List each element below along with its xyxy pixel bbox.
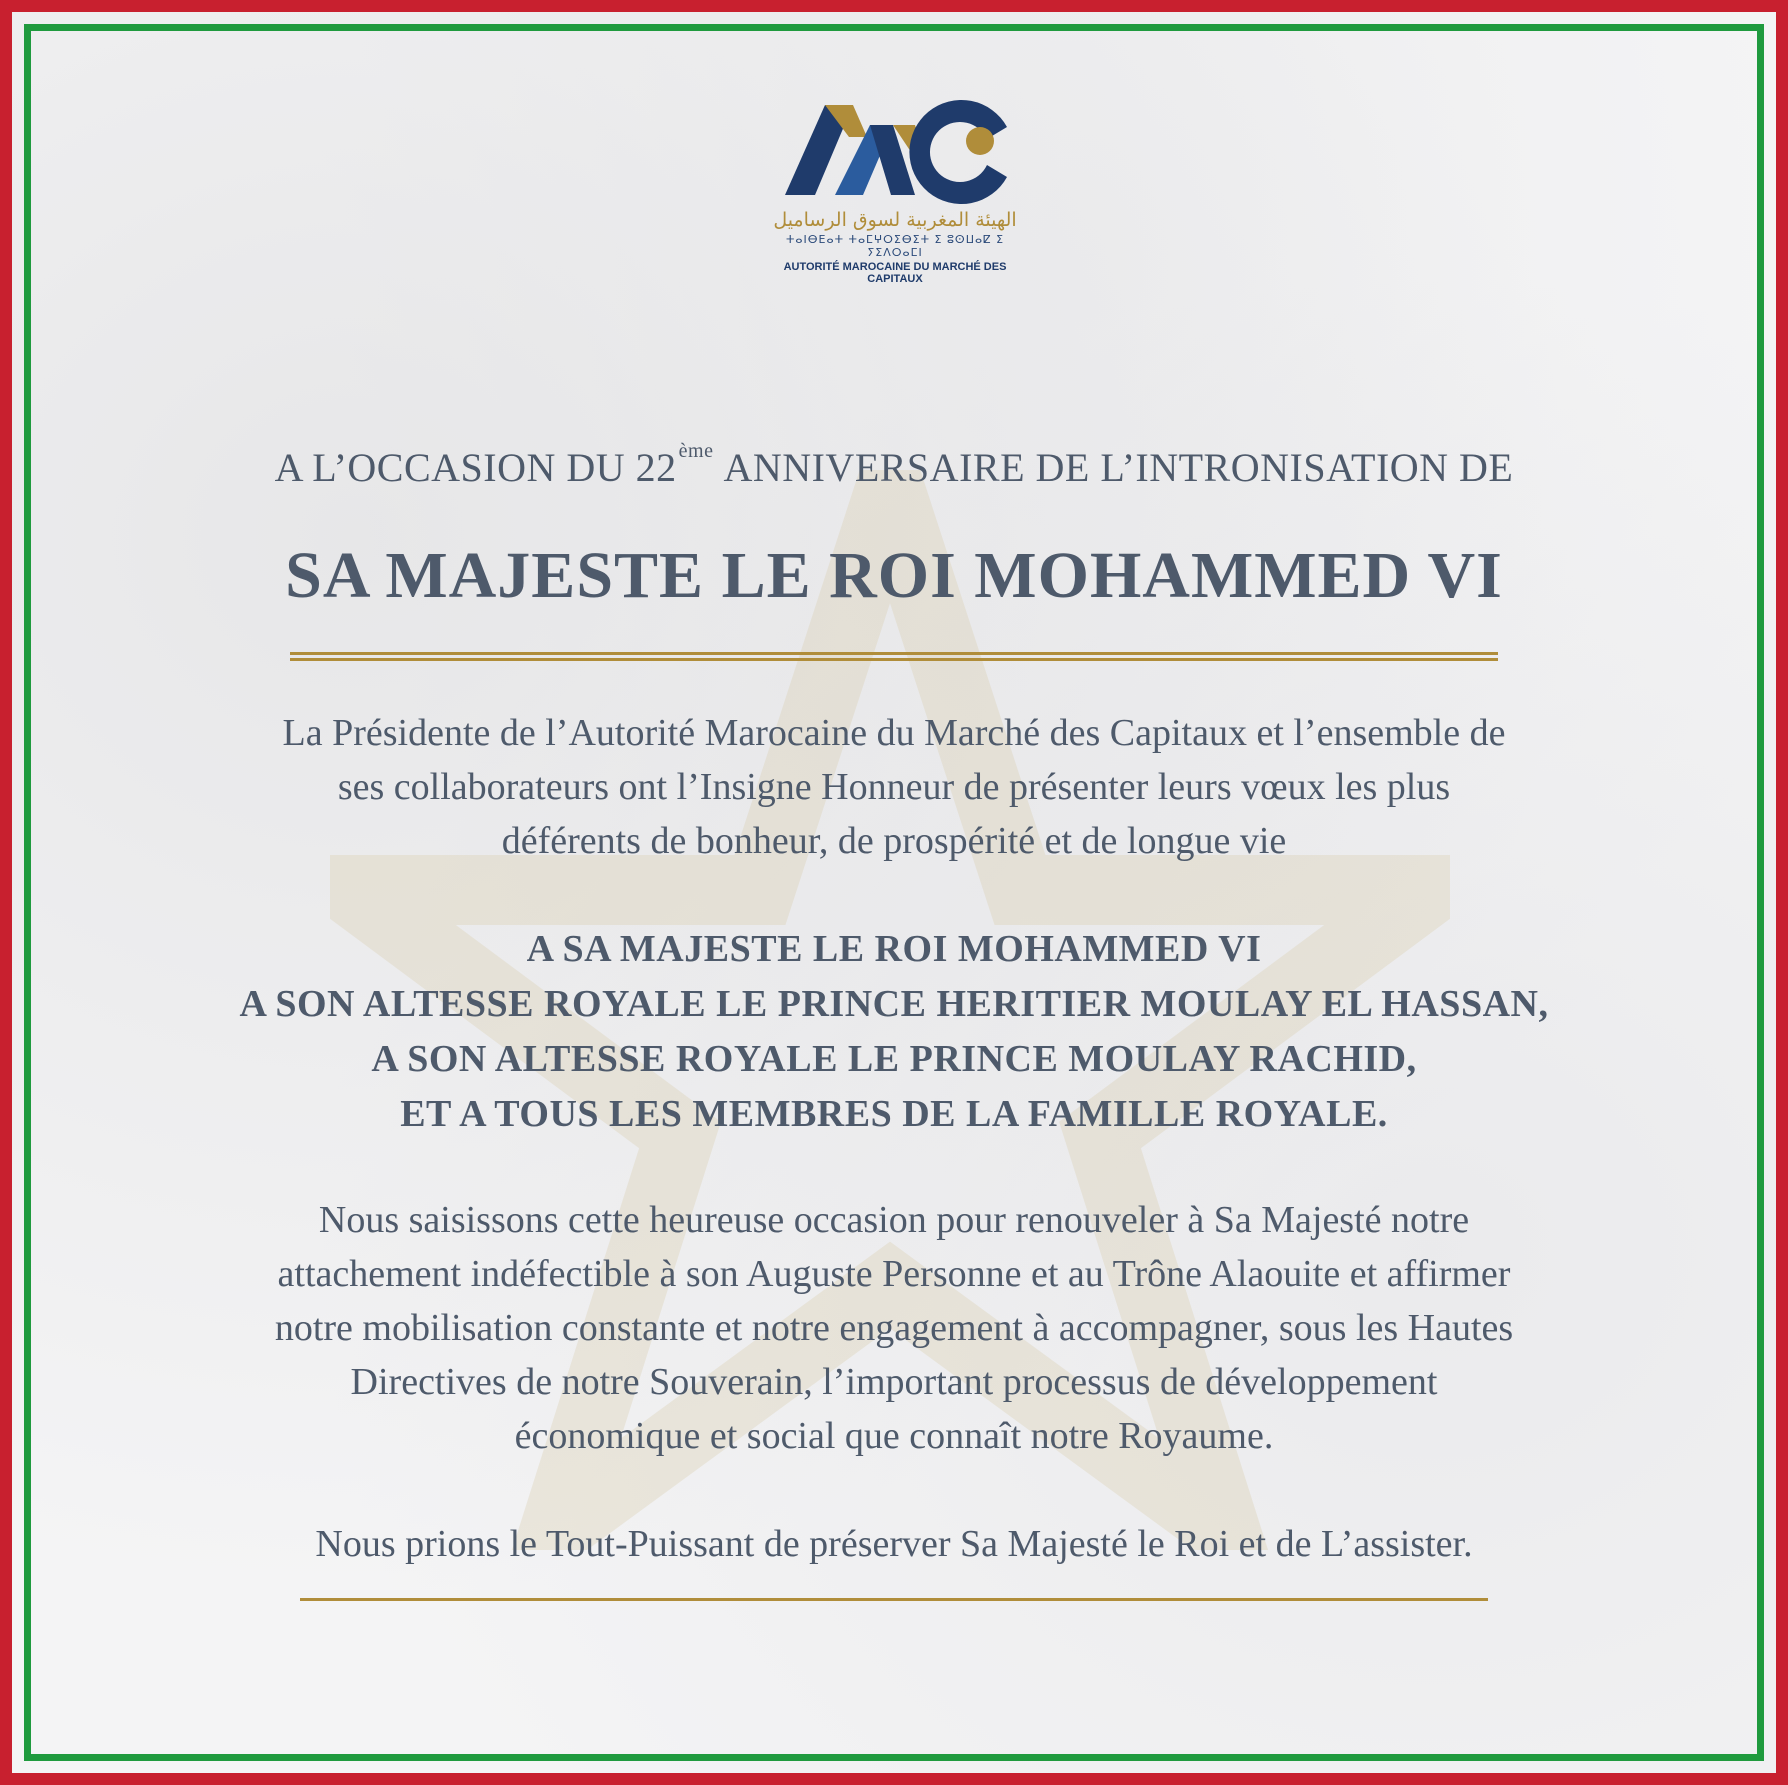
gold-divider-bottom [300,1598,1488,1601]
logo-french-text: AUTORITÉ MAROCAINE DU MARCHÉ DES CAPITAUX [783,261,1007,285]
royal-line: A SON ALTESSE ROYALE LE PRINCE MOULAY RACHID, [371,1038,1417,1080]
page-title: SA MAJESTE LE ROI MOHAMMED VI [285,539,1503,612]
paragraph-line: attachement indéfectible à son Auguste Personne et au Trône Alaouite et affirmer [277,1253,1511,1295]
paragraph-line: Nous saisissons cette heureuse occasion pour renouveler à Sa Majesté notre [318,1199,1470,1241]
paragraph-line: Directives de notre Souverain, l’important processus de développement [350,1361,1438,1403]
royal-line: A SA MAJESTE LE ROI MOHAMMED VI [526,928,1262,970]
paragraph-line: La Présidente de l’Autorité Marocaine du Marché des Capitaux et l’ensemble de [282,712,1506,754]
paragraph-line: ses collaborateurs ont l’Insigne Honneur de présenter leurs vœux les plus [337,766,1451,808]
paragraph-wishes [100,706,1688,868]
intro-superscript: ème [678,440,714,462]
royal-line: A SON ALTESSE ROYALE LE PRINCE HERITIER MOULAY EL HASSAN, [239,983,1549,1025]
intro-after: ANNIVERSAIRE DE L’INTRONISATION DE [723,445,1514,490]
paragraph-line: économique et social que connaît notre Royaume. [514,1415,1274,1457]
amc-logo [760,95,1030,285]
paragraph-line: notre mobilisation constante et notre engagement à accompagner, sous les Hautes [274,1307,1514,1349]
intro-before: A L’OCCASION DU 22 [274,445,677,490]
paragraph-line: déférents de bonheur, de prospérité et de longue vie [501,820,1287,862]
logo-arabic-text: الهيئة المغربية لسوق الرساميل [773,209,1017,231]
gold-divider-top [290,652,1498,661]
paragraph-allegiance [100,1193,1688,1463]
paragraph-prayer: Nous prions le Tout-Puissant de préserver Sa Majesté le Roi et de L’assister. [315,1523,1473,1565]
logo-tifinagh-text: ⵜⴰⵏⴱⴹⴰⵜ ⵜⴰⵎⵖⵔⵉⴱⵉⵜ ⵉ ⵓⵙⵡⴰⵇ ⵉ ⵢⵉⴷⵔⴰⵎⵏ [785,233,1005,259]
royal-addressees [100,922,1688,1142]
intro-line [100,440,1688,491]
royal-line: ET A TOUS LES MEMBRES DE LA FAMILLE ROYALE. [400,1093,1388,1135]
amc-logo-mark-icon [775,95,1015,205]
